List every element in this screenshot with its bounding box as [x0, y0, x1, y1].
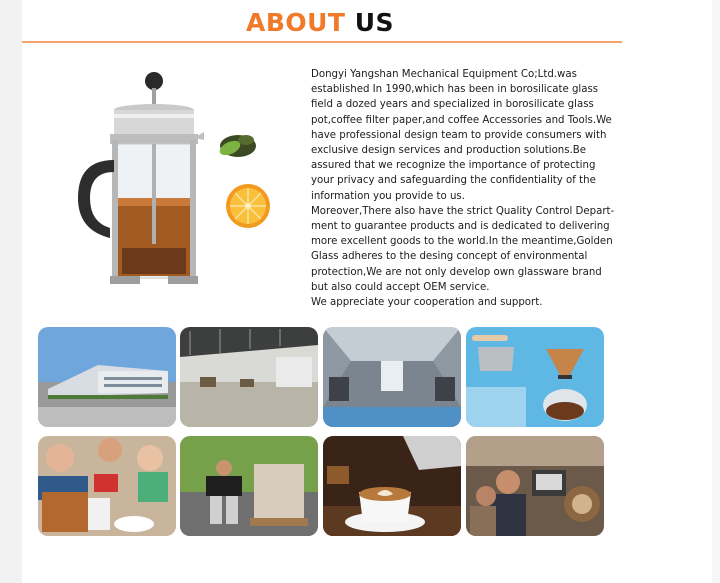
- title-underline: [22, 41, 622, 43]
- french-press-illustration: [70, 68, 285, 298]
- page-title: [0, 8, 640, 37]
- worker-packing-photo: [180, 436, 318, 536]
- latte-art-photo: [323, 436, 461, 536]
- orange-slice-icon: [226, 184, 270, 228]
- coffee-roasting-team-photo: [466, 436, 604, 536]
- factory-hall-photo: [323, 327, 461, 427]
- title-rest-word: US: [354, 8, 395, 37]
- factory-building-photo: [38, 327, 176, 427]
- left-gutter: [0, 0, 22, 583]
- about-description: [311, 67, 621, 310]
- title-accent-word: ABOUT: [245, 8, 346, 37]
- family-gift-photo: [38, 436, 176, 536]
- tea-leaves-icon: [217, 135, 256, 158]
- hero-product-image: [70, 68, 285, 298]
- right-gutter: [712, 0, 720, 583]
- warehouse-interior-photo: [180, 327, 318, 427]
- pour-over-coffee-photo: [466, 327, 604, 427]
- about-paragraph: Dongyi Yangshan Mechanical Equipment Co;Ltd.was established In 1990,which has been in borosilicate glass field a dozed years and specialized in borosilicate glass pot,coffee filter paper,and coffee Accessories and Tools.We have professional design team to provide consumers with exclusive design services and production solutions.Be assured that we recognize the importance of protecting your privacy and safeguarding the confidentiality of the information you provide to us. Moreover,There also have the strict Quality Control Depart- ment to guarantee products and is dedicated to delivering more excellent goods to the world.In the meantime,Golden Glass adheres to the desing concept of environmental protection,We are not only develop own glassware brand but also could accept OEM service. We appreciate your cooperation and support.: [311, 69, 615, 309]
